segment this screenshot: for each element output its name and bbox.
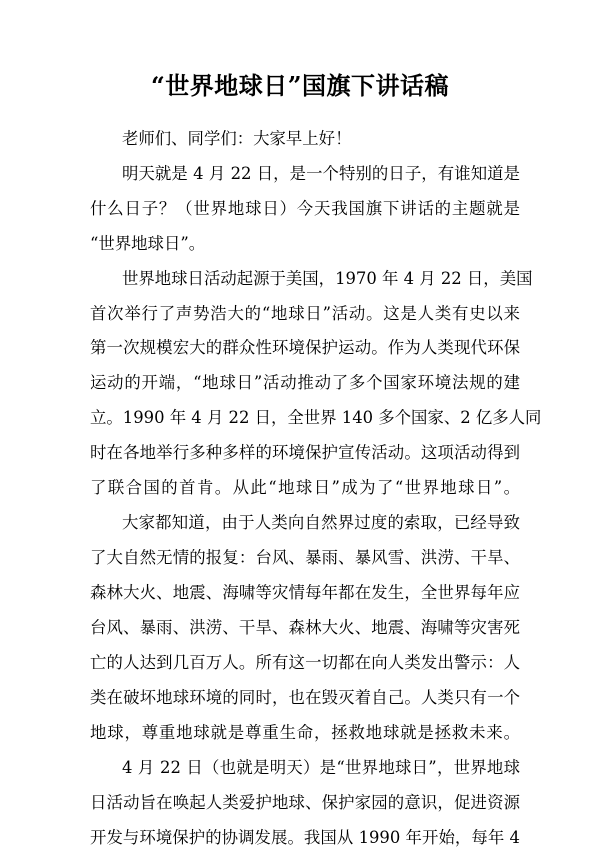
paragraph-2-line-7: 了联合国的首肯。从此“地球日”成为了“世界地球日”。 [90,478,520,497]
paragraph-3-line-7: 地球，尊重地球就是尊重生命，拯救地球就是拯救未来。 [90,723,520,742]
paragraph-3-line-3: 森林大火、地震、海啸等灾情每年都在发生，全世界每年应 [90,583,520,602]
paragraph-2-line-4: 运动的开端，“地球日”活动推动了多个国家环境法规的建 [90,373,520,392]
page-title: “世界地球日”国旗下讲话稿 [150,71,450,100]
paragraph-3-line-2: 了大自然无情的报复：台风、暴雨、暴风雪、洪涝、干旱、 [90,548,520,567]
paragraph-2-line-3: 第一次规模宏大的群众性环境保护运动。作为人类现代环保 [90,338,520,357]
paragraph-2-line-1: 世界地球日活动起源于美国，1970 年 4 月 22 日，美国 [122,269,533,288]
paragraph-4-line-3: 开发与环境保护的协调发展。我国从 1990 年开始，每年 4 [90,828,520,847]
paragraph-3-line-5: 亡的人达到几百万人。所有这一切都在向人类发出警示：人 [90,653,520,672]
paragraph-4-line-1: 4 月 22 日（也就是明天）是“世界地球日”，世界地球 [122,758,520,777]
greeting-line: 老师们、同学们：大家早上好！ [122,129,352,148]
paragraph-2-line-2: 首次举行了声势浩大的“地球日”活动。这是人类有史以来 [90,304,520,323]
paragraph-1-line-3: “世界地球日”。 [90,234,206,253]
paragraph-1-line-2: 什么日子？（世界地球日）今天我国旗下讲话的主题就是 [90,199,520,218]
paragraph-3-line-6: 类在破坏地球环境的同时，也在毁灭着自己。人类只有一个 [90,688,520,707]
paragraph-3-line-4: 台风、暴雨、洪涝、干旱、森林大火、地震、海啸等灾害死 [90,618,520,637]
paragraph-2-line-6: 时在各地举行多种多样的环境保护宣传活动。这项活动得到 [90,443,520,462]
paragraph-3-line-1: 大家都知道，由于人类向自然界过度的索取，已经导致 [122,513,520,532]
paragraph-2-line-5: 立。1990 年 4 月 22 日，全世界 140 多个国家、2 亿多人同 [90,408,542,427]
paragraph-1-line-1: 明天就是 4 月 22 日，是一个特别的日子，有谁知道是 [122,164,520,183]
paragraph-4-line-2: 日活动旨在唤起人类爱护地球、保护家园的意识，促进资源 [90,793,520,812]
